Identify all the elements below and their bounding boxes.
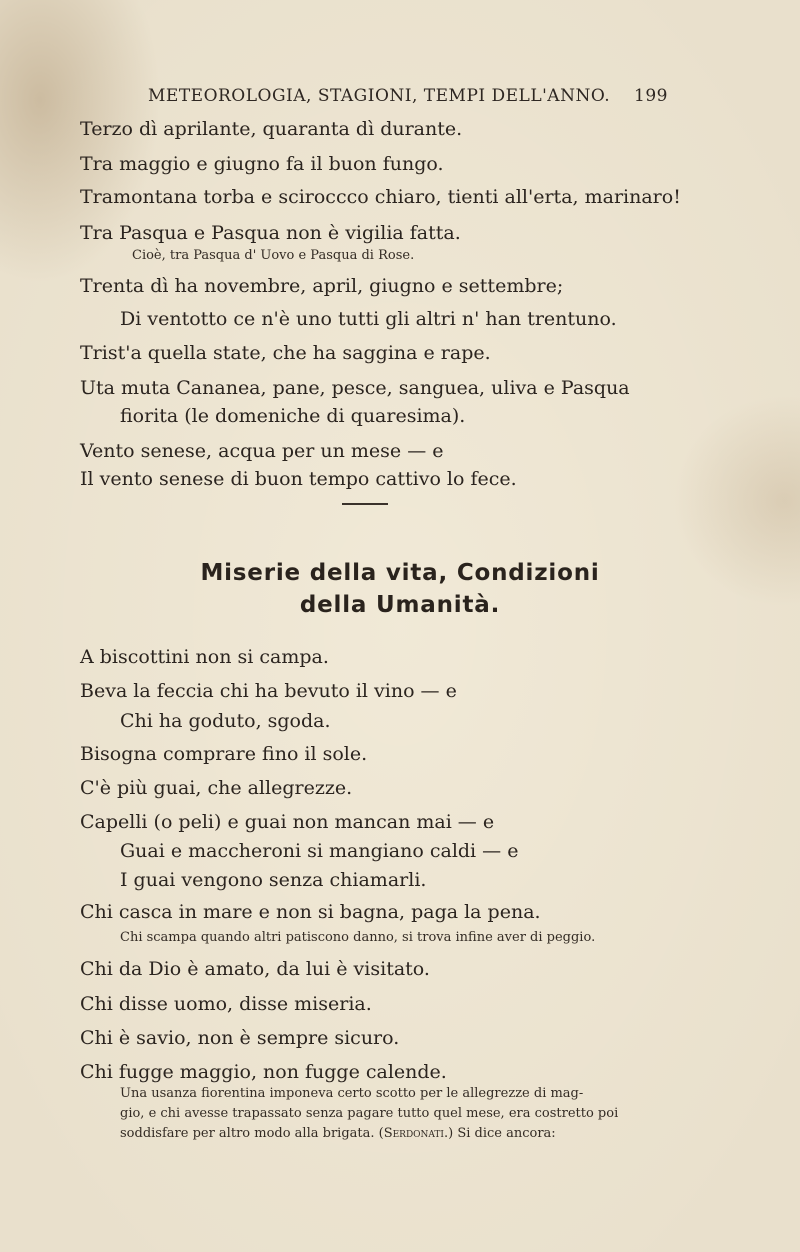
proverb-line: Chi è savio, non è sempre sicuro. bbox=[80, 1027, 400, 1049]
proverb-line-indented: Chi ha goduto, sgoda. bbox=[120, 710, 331, 732]
proverb-line: Tra Pasqua e Pasqua non è vigilia fatta. bbox=[80, 222, 461, 244]
footnote-author: Serdonati. bbox=[383, 1126, 449, 1141]
proverb-line-indented: Guai e maccheroni si mangiano caldi — e bbox=[120, 840, 519, 862]
proverb-line-indented: I guai vengono senza chiamarli. bbox=[120, 869, 427, 891]
footnote: Chi scampa quando altri patiscono danno, si trova infine aver di peggio. bbox=[120, 930, 596, 945]
proverb-line-indented: Di ventotto ce n'è uno tutti gli altri n' han trentuno. bbox=[120, 308, 617, 330]
proverb-line: Tra maggio e giugno fa il buon fungo. bbox=[80, 153, 444, 175]
section-divider bbox=[342, 503, 388, 505]
footnote-line: gio, e chi avesse trapassato senza pagare tutto quel mese, era costretto poi bbox=[120, 1106, 619, 1121]
footnote-line bbox=[120, 1126, 556, 1141]
running-title: METEOROLOGIA, STAGIONI, TEMPI DELL'ANNO. bbox=[148, 86, 611, 106]
footnote-text: ) Si dice ancora: bbox=[448, 1126, 556, 1141]
proverb-line: Terzo dì aprilante, quaranta dì durante. bbox=[80, 118, 463, 140]
page-number: 199 bbox=[634, 86, 668, 106]
proverb-line: Uta muta Cananea, pane, pesce, sanguea, uliva e Pasqua bbox=[80, 377, 630, 399]
proverb-line-indented: fiorita (le domeniche di quaresima). bbox=[120, 405, 466, 427]
page-header bbox=[148, 86, 668, 106]
proverb-line: Chi disse uomo, disse miseria. bbox=[80, 993, 372, 1015]
proverb-line: C'è più guai, che allegrezze. bbox=[80, 777, 353, 799]
proverb-line: Capelli (o peli) e guai non mancan mai — e bbox=[80, 811, 495, 833]
proverb-line: Tramontana torba e sciroccco chiaro, tienti all'erta, marinaro! bbox=[80, 186, 681, 208]
proverb-line: Bisogna comprare fino il sole. bbox=[80, 743, 368, 765]
proverb-line: Il vento senese di buon tempo cattivo lo fece. bbox=[80, 468, 517, 490]
proverb-line: Chi fugge maggio, non fugge calende. bbox=[80, 1061, 447, 1083]
proverb-line: A biscottini non si campa. bbox=[80, 646, 329, 668]
footnote-text: soddisfare per altro modo alla brigata. ( bbox=[120, 1126, 384, 1141]
proverb-line: Trist'a quella state, che ha saggina e rape. bbox=[80, 342, 491, 364]
proverb-line: Beva la feccia chi ha bevuto il vino — e bbox=[80, 680, 457, 702]
proverb-line: Chi da Dio è amato, da lui è visitato. bbox=[80, 958, 430, 980]
section-heading-line-2: della Umanità. bbox=[299, 592, 501, 618]
proverb-line: Chi casca in mare e non si bagna, paga la pena. bbox=[80, 901, 541, 923]
footnote-line: Una usanza fiorentina imponeva certo scotto per le allegrezze di mag- bbox=[120, 1086, 584, 1101]
footnote: Cioè, tra Pasqua d' Uovo e Pasqua di Rose. bbox=[132, 248, 415, 263]
proverb-line: Trenta dì ha novembre, april, giugno e settembre; bbox=[80, 275, 564, 297]
proverb-line: Vento senese, acqua per un mese — e bbox=[80, 440, 444, 462]
section-heading-line-1: Miserie della vita, Condizioni bbox=[200, 560, 600, 586]
